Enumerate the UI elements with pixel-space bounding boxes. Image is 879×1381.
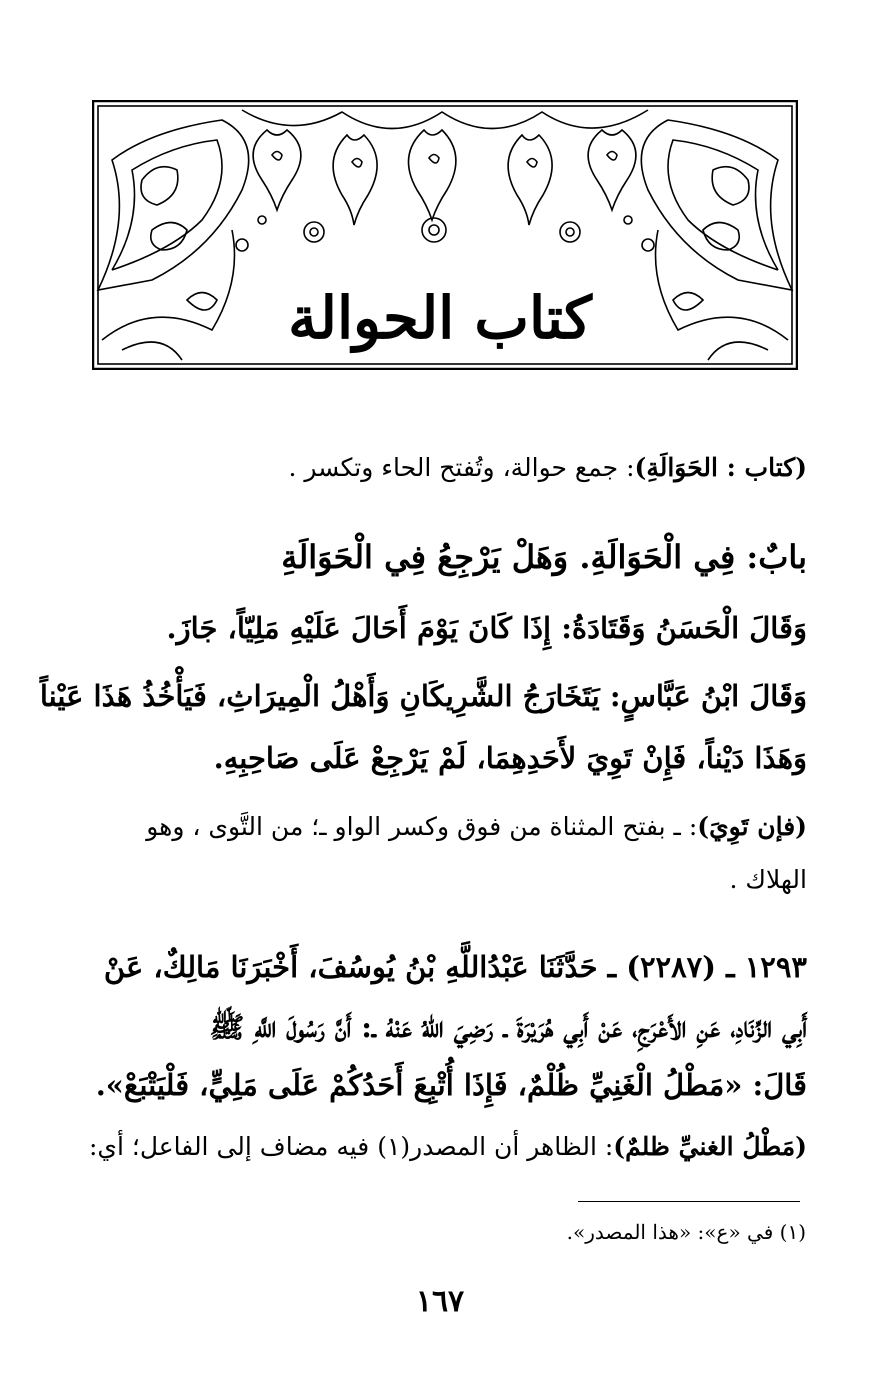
page-number: ١٦٧ [415, 1284, 465, 1319]
commentary-lemma: (مَطْلُ الغنيِّ ظلمٌ) [613, 1132, 807, 1161]
text-line: وَقَالَ الْحَسَنُ وَقَتَادَةُ: إِذَا كَانَ يَوْمَ أَحَالَ عَلَيْهِ مَلِيّاً، جَازَ. [166, 611, 807, 645]
footnote: (١) في «ع»: «هذا المصدر». [566, 1220, 806, 1244]
commentary-text: : ـ بفتح المثناة من فوق وكسر الواو ـ؛ من التَّوى ، وهو [146, 812, 698, 841]
text-line: وَقَالَ ابْنُ عَبَّاسٍ: يَتَخَارَجُ الشَّرِيكَانِ وَأَهْلُ الْمِيرَاثِ، فَيَأْخُذُ هَذَا عَيْناً [39, 679, 807, 713]
commentary-line [89, 1132, 807, 1161]
hadith-line: قَالَ: «مَطْلُ الْغَنِيِّ ظُلْمٌ، فَإِذَا أُتْبِعَ أَحَدُكُمْ عَلَى مَلِيٍّ، فَلْيَتْبَعْ». [95, 1068, 807, 1102]
chapter-heading [95, 538, 807, 576]
pendant-ornaments [253, 130, 636, 225]
commentary-lemma: (فإن تَوِيَ) [697, 812, 807, 841]
commentary-text: : الظاهر أن المصدر(١) فيه مضاف إلى الفاعل؛ أي: [89, 1132, 614, 1161]
text-line: وَهَذَا دَيْناً، فَإِنْ تَوِيَ لأَحَدِهِمَا، لَمْ يَرْجِعْ عَلَى صَاحِبِهِ. [213, 741, 807, 775]
hadith-line: ١٢٩٣ ـ (٢٢٨٧) ـ حَدَّثَنَا عَبْدُاللَّهِ بْنُ يُوسُفَ، أَخْبَرَنَا مَالِكٌ، عَنْ [103, 950, 807, 984]
chapter-label: بابٌ: [746, 538, 807, 576]
chapter-title: فِي الْحَوَالَةِ. وَهَلْ يَرْجِعُ فِي الْحَوَالَةِ [281, 538, 736, 576]
rosettes [304, 218, 580, 242]
gloss-lemma: (كتاب : الحَوَالَةِ) [634, 453, 807, 482]
commentary-line [95, 812, 807, 841]
commentary-line: الهلاك . [729, 865, 807, 894]
footnote-divider [578, 1201, 800, 1202]
hadith-line: أَبِي الزِّنَادِ، عَنِ الأَعْرَجِ، عَنْ أَبِي هُرَيْرَةَ ـ رَضِيَ اللهُ عَنْهُ ـ: أَنَّ رَسُولَ اللَّهِ ﷺ [209, 1010, 807, 1044]
book-title: كتاب الحوالة [288, 284, 592, 352]
gloss-text: : جمع حوالة، وتُفتح الحاء وتكسر . [288, 453, 635, 482]
title-gloss [95, 453, 807, 482]
